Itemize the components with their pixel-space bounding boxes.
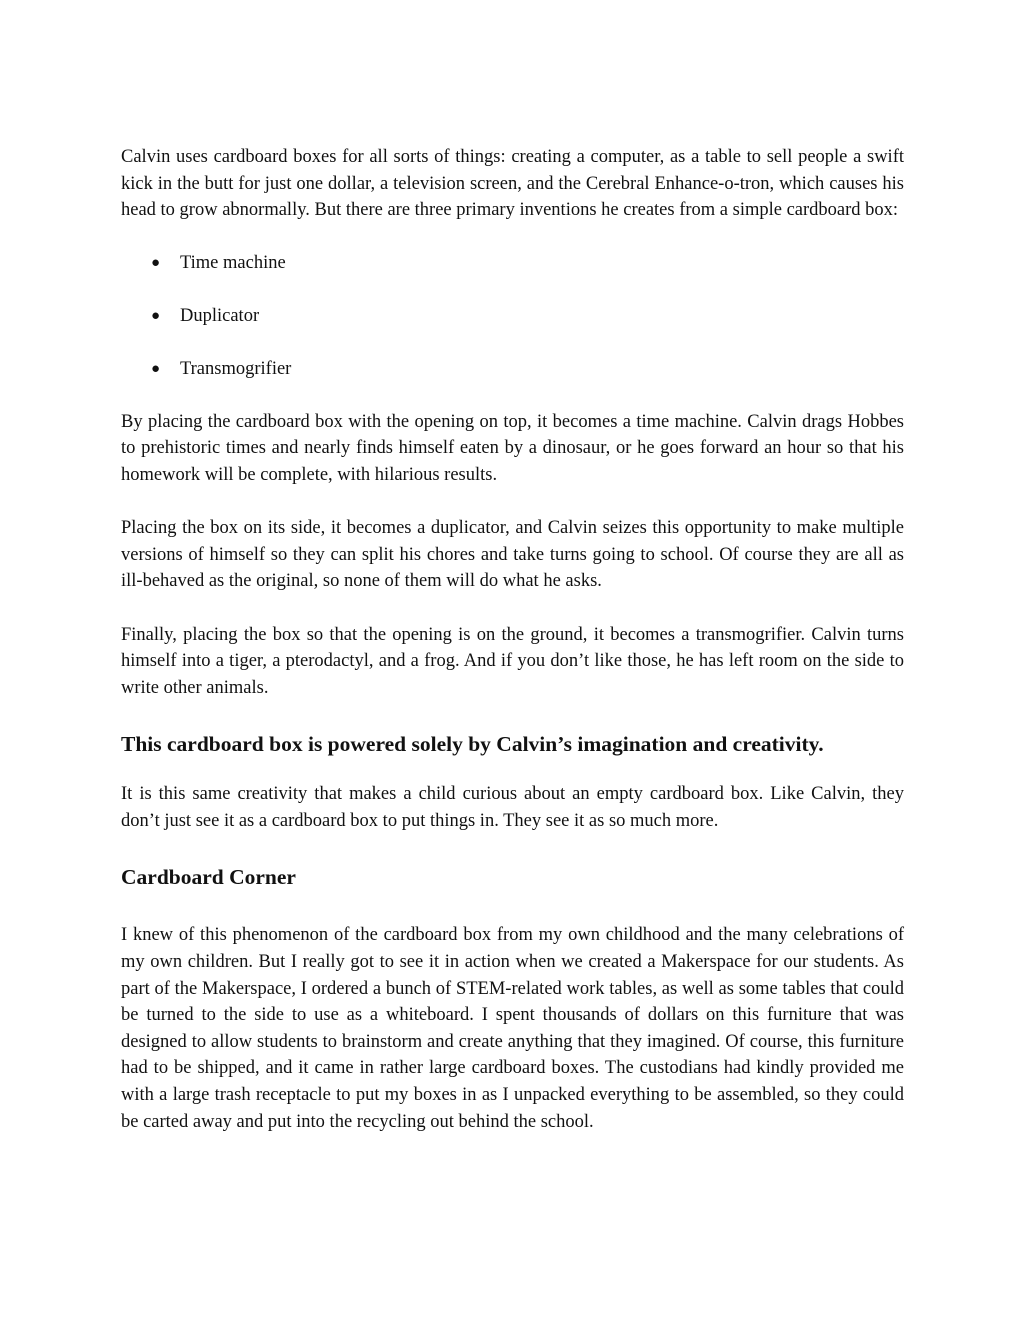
transmogrifier-paragraph: Finally, placing the box so that the opening is on the ground, it becomes a transmogrifier. Calvin turns himself into a tiger, a pterodactyl, and a frog. And if you don’t like those, he has left room on the side to write other animals. bbox=[121, 624, 904, 698]
time-machine-paragraph: By placing the cardboard box with the opening on top, it becomes a time machine. Calvin drags Hobbes to prehistoric times and nearly finds himself eaten by a dinosaur, or he goes forward an hour so that his homework will be complete, with hilarious results. bbox=[121, 411, 904, 485]
list-item bbox=[121, 356, 904, 383]
cardboard-corner-paragraph: I knew of this phenomenon of the cardboard box from my own childhood and the many celebrations of my own children. But I really got to see it in action when we created a Makerspace for our students. As part of the Makerspace, I ordered a bunch of STEM-related work tables, as well as some tables that could be turned to the side to use as a whiteboard. I spent thousands of dollars on this furniture that was designed to allow students to brainstorm and create anything that they imagined. Of course, this furniture had to be shipped, and it came in rather large cardboard boxes. The custodians had kindly provided me with a large trash receptacle to put my boxes in as I unpacked everything to be assembled, so they could be carted away and put into the recycling out behind the school. bbox=[121, 925, 904, 1132]
bullet-icon: ● bbox=[151, 254, 161, 271]
list-item-label: Duplicator bbox=[180, 305, 260, 326]
bullet-icon: ● bbox=[151, 361, 161, 378]
list-item-label: Time machine bbox=[180, 252, 286, 273]
bullet-icon: ● bbox=[151, 307, 161, 324]
creativity-paragraph: It is this same creativity that makes a child curious about an empty cardboard box. Like Calvin, they don’t just see it as a cardboard box to put things in. They see it as so much more. bbox=[121, 784, 904, 831]
intro-paragraph: Calvin uses cardboard boxes for all sorts of things: creating a computer, as a table to sell people a swift kick in the butt for just one dollar, a television screen, and the Cerebral Enhance-o-tron, which causes his head to grow abnormally. But there are three primary inventions he creates from a simple cardboard box: bbox=[121, 147, 904, 221]
list-item bbox=[121, 250, 904, 277]
duplicator-paragraph: Placing the box on its side, it becomes a duplicator, and Calvin seizes this opportunity to make multiple versions of himself so they can split his chores and take turns going to school. Of course they are all as ill-behaved as the original, so none of them will do what he asks. bbox=[121, 518, 904, 592]
list-item-label: Transmogrifier bbox=[180, 359, 292, 380]
list-item bbox=[121, 303, 904, 330]
inventions-list bbox=[121, 250, 904, 383]
document-page bbox=[121, 144, 904, 1135]
imagination-heading: This cardboard box is powered solely by Calvin’s imagination and creativity. bbox=[121, 732, 824, 757]
cardboard-corner-heading: Cardboard Corner bbox=[121, 865, 296, 890]
